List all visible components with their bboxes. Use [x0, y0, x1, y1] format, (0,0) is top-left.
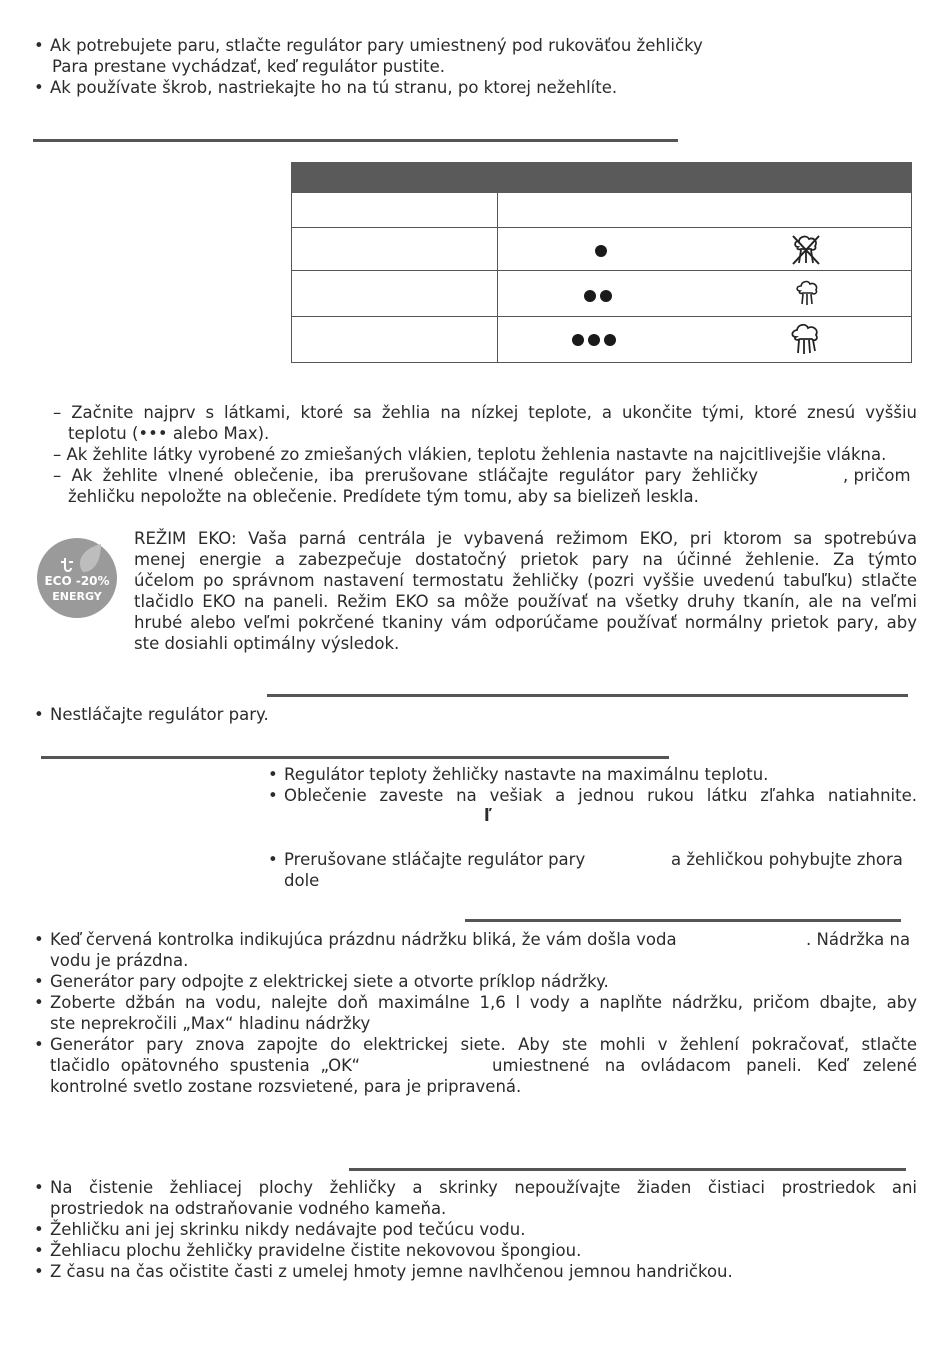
refill-bullet-cont: umiestnené na ovládacom paneli. Keď zelené [492, 1056, 917, 1075]
steam-instruction-cont: Para prestane vychádzať, keď regulátor pustite. [52, 57, 445, 76]
steam-instruction: • Ak potrebujete paru, stlačte regulátor pary umiestnený pod rukoväťou žehličky [50, 35, 703, 56]
temp-dot [604, 334, 616, 346]
leaf-icon [55, 542, 103, 576]
vertical-steam-bullet-end: a žehličkou pohybujte zhora [671, 850, 903, 869]
eco-paragraph-line: tlačidlo EKO na paneli. Režim EKO sa môže používať na všetky druhy tkanín, ale na veľmi [134, 592, 917, 611]
temp-dot [584, 290, 596, 302]
refill-bullet: • Keď červená kontrolka indikujúca prázdnu nádržku bliká, že vám došla voda [50, 929, 677, 950]
refill-bullet: • Generátor pary znova zapojte do elektrickej siete. Aby ste mohli v žehlení pokračovať, stlačte [50, 1034, 917, 1055]
eco-paragraph-line: hrubé alebo veľmi pokrčené tkaniny vám odporúčame používať normálny prietok pary, aby [134, 613, 917, 632]
table-row [292, 271, 912, 317]
tip-1: – Začnite najprv s látkami, ktoré sa žehlia na nízkej teplote, a ukončite tými, ktoré znesú vyššiu [53, 403, 917, 422]
table-header-row [292, 163, 912, 193]
section-rule-4 [465, 919, 901, 922]
cleaning-bullet: • Na čistenie žehliacej plochy žehličky a skrinky nepoužívajte žiaden čistiaci prostriedok ani [50, 1177, 917, 1198]
eco-paragraph-line: REŽIM EKO: Vaša parná centrála je vybavená režimom EKO, pri ktorom sa spotrebúva [134, 529, 917, 548]
dry-ironing-bullet: • Nestláčajte regulátor pary. [50, 704, 269, 725]
temp-dot [595, 245, 607, 257]
starch-instruction: • Ak používate škrob, nastriekajte ho na tú stranu, po ktorej nežehlíte. [50, 77, 617, 98]
vertical-steam-bullet: • Prerušovane stláčajte regulátor pary [284, 849, 585, 870]
refill-bullet: • Zoberte džbán na vodu, nalejte doň maximálne 1,6 l vody a naplňte nádržku, pričom dbajte, aby [50, 992, 917, 1013]
cleaning-bullet: • Z času na čas očistite časti z umelej hmoty jemne navlhčenou jemnou handričkou. [50, 1261, 733, 1282]
section-rule-3 [41, 756, 669, 759]
section-rule-1 [33, 139, 678, 142]
refill-bullet-cont: ste neprekročili „Max“ hladinu nádržky [50, 1014, 371, 1033]
tip-1-cont: teplotu (••• alebo Max). [68, 424, 270, 443]
section-rule-2 [267, 694, 908, 697]
temp-dot [572, 334, 584, 346]
cleaning-bullet: • Žehliacu plochu žehličky pravidelne čistite nekovovou špongiou. [50, 1240, 581, 1261]
temp-dot [588, 334, 600, 346]
tip-3-cont: žehličku nepoložte na oblečenie. Predídete tým tomu, aby sa bielizeň leskla. [68, 487, 699, 506]
tip-2: – Ak žehlite látky vyrobené zo zmiešaných vlákien, teplotu žehlenia nastavte na najcitlivejšie vlákna. [53, 445, 887, 464]
refill-bullet: • Generátor pary odpojte z elektrickej siete a otvorte príklop nádržky. [50, 971, 609, 992]
eco-badge-icon [37, 538, 117, 618]
tip-3-end: , pričom [843, 466, 911, 485]
eco-paragraph-line: účelom po správnom nastavení termostatu žehličky (pozri vyššie uvedenú tabuľku) stlačte [134, 571, 917, 590]
stray-character: ľ [484, 806, 492, 825]
temperature-table [291, 162, 912, 363]
refill-bullet-end: . Nádržka na [806, 930, 911, 949]
eco-paragraph-line: ste dosiahli optimálny výsledok. [134, 634, 400, 653]
eco-paragraph-line: menej energie a zabezpečuje dostatočný prietok pary na účinné žehlenie. Za týmto [134, 550, 917, 569]
cleaning-bullet: • Žehličku ani jej skrinku nikdy nedávajte pod tečúcu vodu. [50, 1219, 525, 1240]
vertical-steam-bullet-cont: dole [284, 871, 320, 890]
eco-badge-label: ECO -20% [44, 574, 110, 588]
section-rule-5 [349, 1168, 906, 1171]
refill-bullet-cont: kontrolné svetlo zostane rozsvietené, para je pripravená. [50, 1077, 522, 1096]
no-steam-icon [790, 233, 822, 266]
temp-dot [600, 290, 612, 302]
vertical-steam-bullet: • Oblečenie zaveste na vešiak a jednou rukou látku zľahka natiahnite. [284, 785, 917, 806]
steam-large-icon [789, 322, 823, 356]
eco-badge-energy: ENERGY [52, 590, 102, 603]
steam-small-icon [794, 279, 820, 307]
refill-bullet-cont: tlačidlo opätovného spustenia „OK“ [50, 1056, 360, 1075]
tip-3: – Ak žehlite vlnené oblečenie, iba prerušovane stláčajte regulátor pary žehličky [53, 466, 758, 485]
table-row [292, 317, 912, 363]
cleaning-bullet-cont: prostriedok na odstraňovanie vodného kameňa. [50, 1199, 447, 1218]
refill-bullet-cont: vodu je prázdna. [50, 951, 189, 970]
table-row [292, 193, 912, 228]
table-row [292, 228, 912, 271]
vertical-steam-bullet: • Regulátor teploty žehličky nastavte na maximálnu teplotu. [284, 764, 768, 785]
